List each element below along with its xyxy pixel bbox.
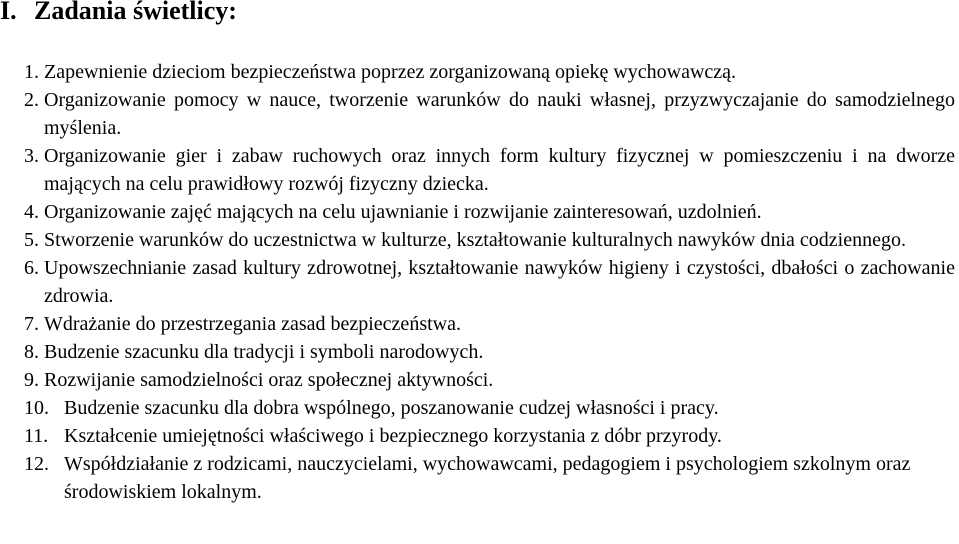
list-item-text: Organizowanie pomocy w nauce, tworzenie warunków do nauki własnej, przyzwyczajanie do samodzielnego myślenia. — [44, 89, 955, 139]
section-heading — [0, 0, 237, 28]
list-item-text: Kształcenie umiejętności właściwego i bezpiecznego korzystania z dóbr przyrody. — [64, 425, 722, 447]
list-item-text: Stworzenie warunków do uczestnictwa w kulturze, kształtowanie kulturalnych nawyków dnia codziennego. — [44, 229, 906, 251]
list-item-text: Budzenie szacunku dla tradycji i symboli narodowych. — [44, 341, 484, 363]
list-item-number: 8. — [24, 341, 39, 363]
list-item-number: 12. — [24, 453, 49, 475]
list-item-number: 1. — [24, 61, 39, 83]
list-item-text: Wdrażanie do przestrzegania zasad bezpieczeństwa. — [44, 313, 461, 335]
list-item-text: Organizowanie zajęć mających na celu ujawnianie i rozwijanie zainteresowań, uzdolnień. — [44, 201, 762, 223]
list-item — [24, 58, 955, 86]
list-item-text: Zapewnienie dzieciom bezpieczeństwa poprzez zorganizowaną opiekę wychowawczą. — [44, 61, 737, 83]
list-item-text: Budzenie szacunku dla dobra wspólnego, poszanowanie cudzej własności i pracy. — [64, 397, 719, 419]
list-item — [24, 310, 955, 338]
list-item — [24, 198, 955, 226]
list-item — [24, 338, 955, 366]
list-item-text: Rozwijanie samodzielności oraz społecznej aktywności. — [44, 369, 494, 391]
list-item-number: 2. — [24, 89, 39, 111]
list-item — [24, 226, 955, 254]
task-list — [24, 58, 955, 506]
list-item-number: 6. — [24, 257, 39, 279]
list-item-number: 7. — [24, 313, 39, 335]
section-title: Zadania świetlicy: — [34, 0, 237, 25]
list-item-text: Upowszechnianie zasad kultury zdrowotnej, kształtowanie nawyków higieny i czystości, dbałości o zachowanie zdrowia. — [44, 257, 955, 307]
list-item — [24, 422, 955, 450]
list-item — [24, 86, 955, 142]
list-item-number: 4. — [24, 201, 39, 223]
list-item-number: 9. — [24, 369, 39, 391]
list-item-number: 11. — [24, 425, 49, 447]
list-item — [24, 142, 955, 198]
section-number: I. — [0, 0, 17, 25]
list-item — [24, 366, 955, 394]
list-item — [24, 450, 955, 506]
list-item-number: 10. — [24, 397, 49, 419]
list-item-number: 3. — [24, 145, 39, 167]
list-item-text: Współdziałanie z rodzicami, nauczycielami, wychowawcami, pedagogiem i psychologiem szkolnym oraz środowiskiem lokalnym. — [64, 453, 911, 503]
list-item-text: Organizowanie gier i zabaw ruchowych oraz innych form kultury fizycznej w pomieszczeniu i na dworze mających na celu prawidłowy rozwój fizyczny dziecka. — [44, 145, 955, 195]
list-item — [24, 394, 955, 422]
list-item — [24, 254, 955, 310]
list-item-number: 5. — [24, 229, 39, 251]
